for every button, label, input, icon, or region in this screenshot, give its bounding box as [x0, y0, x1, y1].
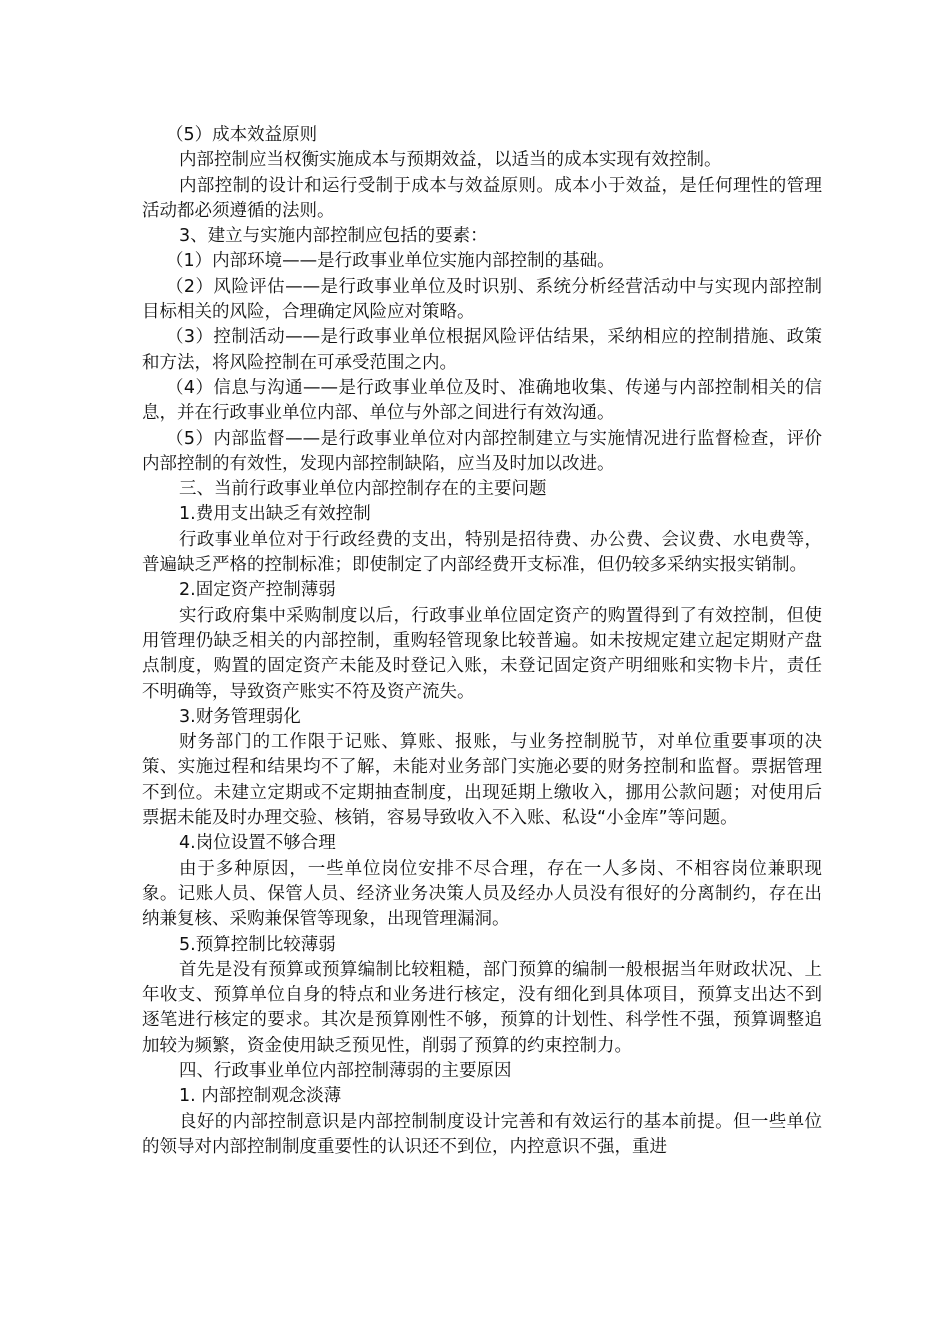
paragraph: （5）成本效益原则	[166, 125, 318, 145]
paragraph: （2）风险评估——是行政事业单位及时识别、系统分析经营活动中与实现内部控制目标相关的风险，合理确定风险应对策略。	[142, 276, 822, 323]
paragraph: 1.费用支出缺乏有效控制	[179, 504, 371, 525]
paragraph: 实行政府集中采购制度以后，行政事业单位固定资产的购置得到了有效控制，但使用管理仍缺乏相关的内部控制，重购轻管现象比较普遍。如未按规定建立起定期财产盘点制度，购置的固定资产未能及时登记入账，未登记固定资产明细账和实物卡片，责任不明确等，导致资产账实不符及资产流失。	[142, 605, 822, 702]
paragraph: 3、建立与实施内部控制应包括的要素：	[179, 226, 488, 247]
paragraph: 财务部门的工作限于记账、算账、报账，与业务控制脱节，对单位重要事项的决策、实施过程和结果均不了解，未能对业务部门实施必要的财务控制和监督。票据管理不到位。未建立定期或不定期抽查制度，出现延期上缴收入，挪用公款问题；对使用后票据未能及时办理交验、核销，容易导致收入不入账、私设“小金库”等问题。	[142, 732, 822, 829]
paragraph: 4.岗位设置不够合理	[179, 833, 336, 854]
paragraph: （3）控制活动——是行政事业单位根据风险评估结果，采纳相应的控制措施、政策和方法，将风险控制在可承受范围之内。	[142, 327, 822, 373]
paragraph: 三、当前行政事业单位内部控制存在的主要问题	[179, 479, 547, 500]
paragraph: 行政事业单位对于行政经费的支出，特别是招待费、办公费、会议费、水电费等，普遍缺乏严格的控制标准；即使制定了内部经费开支标准，但仍较多采纳实报实销制。	[142, 529, 822, 576]
paragraph: 3.财务管理弱化	[179, 706, 301, 727]
paragraph: （1）内部环境——是行政事业单位实施内部控制的基础。	[166, 251, 615, 272]
paragraph: 由于多种原因，一些单位岗位安排不尽合理，存在一人多岗、不相容岗位兼职现象。记账人员、保管人员、经济业务决策人员及经办人员没有很好的分离制约，存在出纳兼复核、采购兼保管等现象，出现管理漏洞。	[142, 858, 822, 930]
paragraph: （5）内部监督——是行政事业单位对内部控制建立与实施情况进行监督检查，评价内部控制的有效性，发现内部控制缺陷，应当及时加以改进。	[142, 428, 822, 474]
paragraph: 内部控制的设计和运行受制于成本与效益原则。成本小于效益，是任何理性的管理活动都必须遵循的法则。	[142, 175, 822, 221]
document-body	[142, 123, 822, 1160]
paragraph: 5.预算控制比较薄弱	[179, 934, 336, 955]
paragraph: 四、行政事业单位内部控制薄弱的主要原因	[179, 1060, 512, 1081]
paragraph: 首先是没有预算或预算编制比较粗糙，部门预算的编制一般根据当年财政状况、上年收支、预算单位自身的特点和业务进行核定，没有细化到具体项目，预算支出达不到逐笔进行核定的要求。其次是预算刚性不够，预算的计划性、科学性不强，预算调整追加较为频繁，资金使用缺乏预见性，削弱了预算的约束控制力。	[142, 959, 822, 1056]
paragraph: 内部控制应当权衡实施成本与预期效益，以适当的成本实现有效控制。	[179, 150, 722, 171]
paragraph: 1. 内部控制观念淡薄	[179, 1086, 342, 1107]
paragraph: 2.固定资产控制薄弱	[179, 580, 336, 601]
paragraph: 良好的内部控制意识是内部控制制度设计完善和有效运行的基本前提。但一些单位的领导对内部控制制度重要性的认识还不到位，内控意识不强，重进	[142, 1111, 822, 1157]
paragraph: （4）信息与沟通——是行政事业单位及时、准确地收集、传递与内部控制相关的信息，并在行政事业单位内部、单位与外部之间进行有效沟通。	[142, 377, 822, 424]
